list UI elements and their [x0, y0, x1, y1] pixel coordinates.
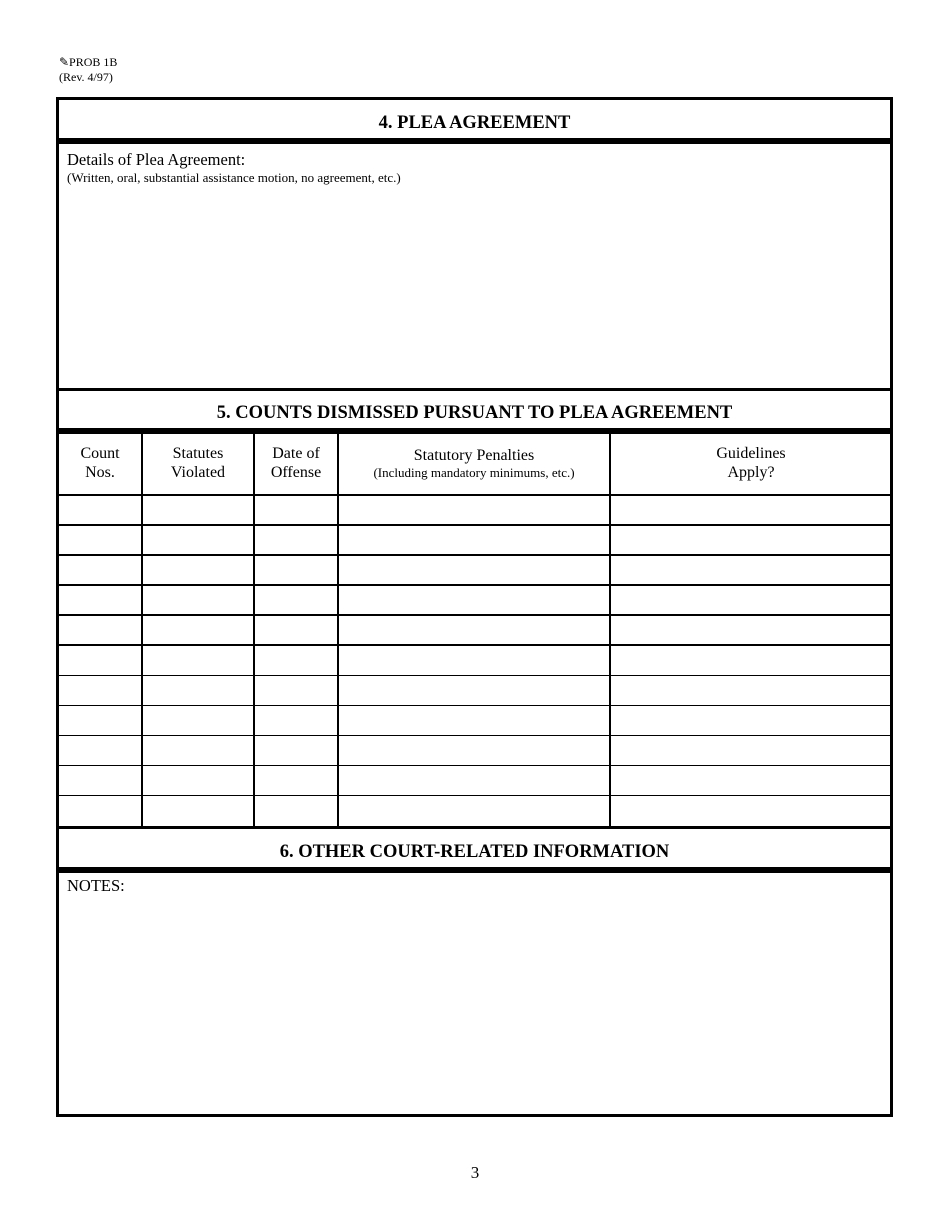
- table-cell[interactable]: [612, 707, 890, 734]
- table-cell[interactable]: [144, 556, 252, 583]
- table-cell[interactable]: [256, 556, 336, 583]
- table-cell[interactable]: [60, 737, 140, 764]
- table-cell[interactable]: [144, 526, 252, 553]
- table-cell[interactable]: [144, 646, 252, 673]
- table-row-divider: [59, 735, 890, 737]
- column-header-date-of-offense: Date of Offense: [270, 445, 322, 481]
- table-cell[interactable]: [340, 556, 608, 583]
- table-cell[interactable]: [256, 737, 336, 764]
- table-cell[interactable]: [612, 586, 890, 613]
- notes-label: NOTES:: [67, 876, 125, 895]
- table-cell[interactable]: [612, 767, 890, 794]
- table-cell[interactable]: [256, 616, 336, 643]
- table-row-divider: [59, 705, 890, 707]
- table-cell[interactable]: [256, 767, 336, 794]
- column-header-count-nos: Count Nos.: [80, 445, 120, 481]
- form-identifier: [59, 55, 117, 85]
- table-cell[interactable]: [612, 737, 890, 764]
- table-row-divider: [59, 795, 890, 797]
- plea-details-field[interactable]: [67, 190, 882, 382]
- table-cell[interactable]: [612, 526, 890, 553]
- table-cell[interactable]: [340, 767, 608, 794]
- table-cell[interactable]: [60, 797, 140, 824]
- table-cell[interactable]: [340, 586, 608, 613]
- table-cell[interactable]: [612, 646, 890, 673]
- table-cell[interactable]: [144, 767, 252, 794]
- table-cell[interactable]: [144, 586, 252, 613]
- column-header-statutes-violated: Statutes Violated: [170, 445, 226, 481]
- notes-field[interactable]: [67, 898, 882, 1108]
- page-number: 3: [470, 1163, 480, 1182]
- table-column-divider: [141, 434, 143, 826]
- table-cell[interactable]: [144, 677, 252, 704]
- table-row-divider: [59, 494, 890, 496]
- section-divider: [59, 388, 890, 391]
- table-cell[interactable]: [144, 797, 252, 824]
- table-row-divider: [59, 614, 890, 616]
- table-cell[interactable]: [60, 526, 140, 553]
- table-cell[interactable]: [60, 767, 140, 794]
- plea-details-hint: (Written, oral, substantial assistance motion, no agreement, etc.): [67, 170, 401, 185]
- table-column-divider: [337, 434, 339, 826]
- table-row-divider: [59, 584, 890, 586]
- form-frame: [56, 97, 893, 1117]
- table-cell[interactable]: [612, 556, 890, 583]
- form-number: ✎PROB 1B: [59, 55, 118, 69]
- table-cell[interactable]: [340, 707, 608, 734]
- table-column-divider: [253, 434, 255, 826]
- column-header-statutory-penalties: Statutory Penalties (Including mandatory minimums, etc.): [373, 446, 575, 480]
- table-cell[interactable]: [340, 526, 608, 553]
- table-cell[interactable]: [340, 616, 608, 643]
- table-cell[interactable]: [340, 646, 608, 673]
- section-divider: [59, 138, 890, 144]
- table-cell[interactable]: [144, 496, 252, 523]
- table-cell[interactable]: [256, 586, 336, 613]
- table-cell[interactable]: [256, 526, 336, 553]
- section-divider: [59, 867, 890, 873]
- form-revision: (Rev. 4/97): [59, 70, 113, 84]
- table-cell[interactable]: [60, 616, 140, 643]
- table-cell[interactable]: [340, 496, 608, 523]
- table-cell[interactable]: [256, 677, 336, 704]
- table-column-divider: [609, 434, 611, 826]
- table-cell[interactable]: [612, 616, 890, 643]
- section-5-title: 5. COUNTS DISMISSED PURSUANT TO PLEA AGREEMENT: [216, 403, 733, 423]
- table-cell[interactable]: [612, 677, 890, 704]
- plea-details-label: Details of Plea Agreement:: [67, 150, 246, 169]
- table-row-divider: [59, 644, 890, 646]
- table-row-divider: [59, 765, 890, 767]
- table-cell[interactable]: [340, 797, 608, 824]
- table-cell[interactable]: [256, 496, 336, 523]
- table-cell[interactable]: [256, 797, 336, 824]
- table-cell[interactable]: [60, 496, 140, 523]
- table-cell[interactable]: [340, 737, 608, 764]
- table-row-divider: [59, 675, 890, 677]
- table-row-divider: [59, 524, 890, 526]
- section-divider: [59, 826, 890, 829]
- table-cell[interactable]: [144, 737, 252, 764]
- table-cell[interactable]: [256, 646, 336, 673]
- table-cell[interactable]: [60, 646, 140, 673]
- table-cell[interactable]: [60, 556, 140, 583]
- table-cell[interactable]: [144, 616, 252, 643]
- table-cell[interactable]: [340, 677, 608, 704]
- table-cell[interactable]: [144, 707, 252, 734]
- section-4-title: 4. PLEA AGREEMENT: [378, 113, 571, 133]
- table-cell[interactable]: [60, 677, 140, 704]
- table-cell[interactable]: [60, 707, 140, 734]
- table-cell[interactable]: [612, 797, 890, 824]
- column-header-guidelines-apply: Guidelines Apply?: [716, 445, 786, 481]
- table-cell[interactable]: [256, 707, 336, 734]
- table-cell[interactable]: [60, 586, 140, 613]
- section-6-title: 6. OTHER COURT-RELATED INFORMATION: [279, 842, 670, 862]
- table-row-divider: [59, 554, 890, 556]
- table-cell[interactable]: [612, 496, 890, 523]
